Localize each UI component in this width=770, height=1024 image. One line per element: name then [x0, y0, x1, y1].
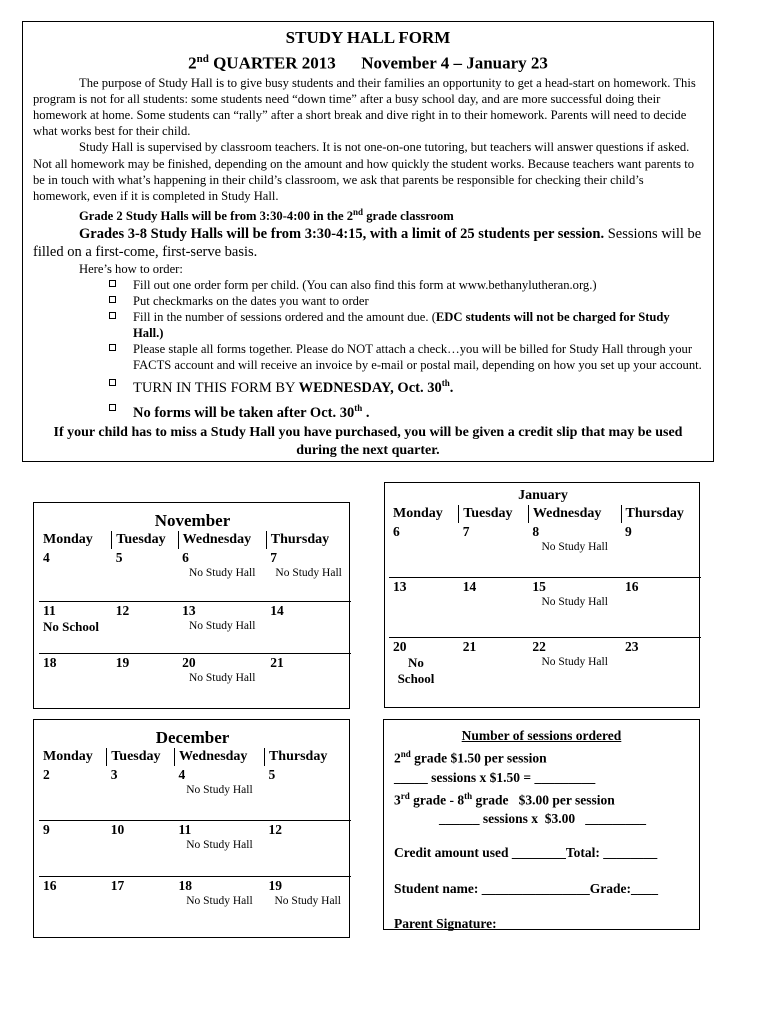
sessions-order-box — [383, 719, 700, 930]
item-text-end: . — [362, 404, 370, 421]
instructions-list — [33, 277, 703, 423]
date-number: 4 — [178, 767, 186, 782]
item-text: Fill in the number of sessions ordered and the amount due. ( — [133, 309, 436, 324]
december-calendar — [33, 719, 350, 938]
subtitle-text: QUARTER 2013 November 4 – January 23 — [208, 53, 548, 73]
date-number: 13 — [182, 602, 196, 618]
form-title: STUDY HALL FORM — [285, 28, 451, 47]
january-title: January — [518, 488, 568, 503]
checkbox-bullet-icon — [109, 280, 116, 287]
date-cell[interactable] — [112, 653, 178, 705]
date-number: 15 — [532, 578, 546, 594]
date-cell[interactable] — [264, 820, 351, 876]
table-row — [39, 820, 351, 876]
date-cell[interactable] — [621, 577, 701, 637]
date-number: 9 — [43, 821, 50, 837]
date-number: 6 — [182, 550, 189, 565]
date-number: 5 — [115, 550, 123, 565]
checkbox-bullet-icon — [109, 404, 116, 411]
checkbox-bullet-icon — [109, 296, 116, 303]
date-number: 22 — [532, 638, 546, 654]
january-calendar — [384, 482, 700, 708]
date-cell — [178, 601, 266, 653]
item-text-bold: EDC students will not be charged for Study Hall.) — [133, 309, 670, 340]
no-study-note: No Study Hall — [186, 838, 253, 851]
date-number: 11 — [43, 602, 56, 618]
date-cell[interactable] — [107, 820, 175, 876]
date-cell[interactable] — [112, 601, 178, 653]
table-row — [389, 523, 701, 577]
no-study-note: No Study Hall — [541, 595, 608, 608]
date-cell[interactable] — [459, 523, 529, 577]
november-table — [39, 531, 351, 705]
date-number: 6 — [393, 524, 400, 539]
grade38-price — [394, 787, 689, 810]
date-cell — [174, 766, 264, 820]
list-item — [109, 373, 703, 398]
date-cell[interactable] — [459, 637, 529, 695]
credit-note: If your child has to miss a Study Hall you have purchased, you will be given a credit slip that may be used during the next quarter. — [53, 425, 683, 459]
date-cell — [178, 653, 266, 705]
date-number: 16 — [43, 877, 57, 893]
day-header: Monday — [39, 531, 112, 549]
date-cell — [528, 523, 621, 577]
table-row — [39, 766, 351, 820]
date-cell[interactable] — [621, 523, 701, 577]
grade2-calc-field[interactable]: _____ sessions x $1.50 = _________ — [394, 769, 596, 785]
table-row — [39, 653, 351, 705]
date-number: 11 — [178, 821, 192, 837]
table-row — [39, 876, 351, 930]
no-study-note: No Study Hall — [188, 671, 256, 684]
date-cell — [174, 876, 264, 930]
date-number: 21 — [462, 638, 477, 654]
no-study-note: No Study Hall — [186, 784, 253, 796]
grades38-schedule — [33, 225, 703, 261]
date-cell — [174, 820, 264, 876]
date-cell — [266, 549, 351, 601]
no-school-note: No School — [43, 618, 99, 634]
student-name-field[interactable]: Student name: ________________Grade:____ — [394, 881, 658, 896]
grades38-rest: Sessions will be filled on a first-come, first-serve basis. — [33, 225, 702, 260]
list-item — [109, 309, 703, 341]
checkbox-bullet-icon — [109, 344, 116, 351]
grade-sup: rd — [400, 790, 410, 801]
day-header: Thursday — [268, 749, 328, 764]
grade-sup: th — [464, 790, 473, 801]
date-cell[interactable] — [621, 637, 701, 695]
purpose-paragraph: The purpose of Study Hall is to give busy students and their families an opportunity to get a head-start on homework. This program is not for all students: some students need “down time” after a busy school day, and are more successful doing their homework at home. Some students can “rally” after a short break and dive right in to their homework. Parents will need to decide what works best for their child. — [33, 75, 696, 139]
deadline-text: WEDNESDAY, Oct. 30 — [298, 379, 442, 396]
no-study-note: No Study Hall — [541, 655, 608, 668]
december-title: December — [155, 728, 230, 747]
grades38-bold: Grades 3-8 Study Halls will be from 3:30-4:15, with a limit of 25 students per session. — [79, 225, 605, 242]
grade2-text: Grade 2 Study Halls will be from 3:30-4:00 in the 2 — [79, 209, 354, 224]
day-header: Wednesday — [528, 505, 621, 523]
subtitle-sup: nd — [196, 53, 209, 65]
date-number: 2 — [43, 767, 50, 782]
date-cell — [389, 637, 459, 695]
date-cell[interactable] — [264, 766, 351, 820]
list-item — [109, 293, 703, 309]
day-header: Tuesday — [107, 748, 175, 766]
date-number: 17 — [110, 877, 125, 893]
item-sup: th — [354, 402, 363, 413]
grade-number: 3 — [394, 792, 401, 807]
grade-range: grade - 8 — [409, 792, 465, 807]
list-item — [109, 341, 703, 373]
date-cell[interactable] — [39, 549, 112, 601]
parent-signature-field[interactable]: Parent Signature: ________________________ — [394, 916, 662, 931]
list-item — [109, 277, 703, 293]
date-cell[interactable] — [107, 876, 175, 930]
date-number: 8 — [532, 524, 540, 539]
date-number: 12 — [268, 821, 282, 837]
no-study-note: No Study Hall — [274, 894, 341, 907]
price-text: grade $3.00 per session — [472, 792, 615, 807]
date-number: 7 — [270, 550, 278, 565]
date-cell — [178, 549, 266, 601]
subtitle-number: 2 — [188, 53, 197, 73]
instructions-box — [22, 21, 714, 462]
date-number: 7 — [462, 524, 470, 539]
table-row — [389, 577, 701, 637]
date-cell — [39, 601, 112, 653]
grade2-sup: nd — [353, 207, 364, 218]
day-header: Wednesday — [178, 531, 266, 549]
date-number: 13 — [393, 578, 407, 594]
date-number: 18 — [178, 877, 192, 893]
grade2-price — [394, 745, 689, 768]
november-calendar — [33, 502, 350, 709]
date-number: 10 — [110, 821, 125, 837]
form-subtitle — [33, 48, 703, 75]
date-number: 21 — [270, 654, 284, 670]
december-table — [39, 748, 351, 930]
grade2-text-end: grade classroom — [363, 209, 454, 224]
date-cell[interactable] — [39, 766, 107, 820]
day-header: Monday — [389, 505, 459, 523]
item-text: No forms will be taken after Oct. 30 — [133, 404, 355, 421]
date-cell — [528, 637, 621, 695]
date-number: 20 — [182, 654, 196, 670]
table-row — [389, 637, 701, 695]
checkbox-bullet-icon — [109, 312, 116, 319]
date-number: 19 — [115, 654, 130, 670]
no-study-note: No Study Hall — [186, 894, 253, 907]
grade-sup: nd — [400, 749, 411, 759]
item-text: TURN IN THIS FORM BY — [133, 379, 299, 396]
item-text: Put checkmarks on the dates you want to order — [133, 293, 369, 308]
date-number: 9 — [625, 524, 632, 539]
date-cell[interactable] — [107, 766, 175, 820]
supervision-paragraph: Study Hall is supervised by classroom teachers. It is not one-on-one tutoring, but teachers will answer questions if asked. Not all homework may be finished, depending on the amount and how quickly the student works. Because teachers want parents to be in touch with what’s happening in their child’s classroom, we ask that parents be responsible for checking their child’s homework, even if it is completed in Study Hall. — [33, 140, 695, 204]
date-number: 19 — [268, 877, 282, 893]
day-header: Wednesday — [174, 748, 264, 766]
january-table — [389, 505, 701, 695]
date-cell[interactable] — [266, 653, 351, 705]
table-row — [39, 549, 351, 601]
day-header: Tuesday — [459, 505, 529, 523]
day-header: Monday — [39, 748, 107, 766]
date-number: 18 — [43, 654, 57, 670]
date-cell — [528, 577, 621, 637]
date-cell[interactable] — [39, 653, 112, 705]
list-item — [109, 398, 703, 423]
date-number: 3 — [110, 767, 118, 782]
date-cell[interactable] — [266, 601, 351, 653]
day-header: Thursday — [625, 506, 684, 521]
date-number: 23 — [625, 638, 639, 654]
no-study-note: No Study Hall — [275, 567, 342, 579]
date-number: 16 — [625, 578, 639, 594]
credit-total-field[interactable]: Credit amount used ________Total: ________ — [394, 845, 658, 860]
item-text: Please staple all forms together. Please do NOT attach a check…you will be billed for Study Hall through your FACTS account and will receive an invoice by e-mail or postal mail, depending on how you set up your account. — [133, 341, 702, 372]
date-number: 4 — [43, 550, 50, 565]
price-text: grade $1.50 per session — [410, 750, 547, 766]
sessions-heading: Number of sessions ordered — [461, 728, 622, 743]
date-cell[interactable] — [389, 577, 459, 637]
date-number: 5 — [268, 767, 276, 782]
item-text: Fill out one order form per child. (You can also find this form at www.bethanylutheran.org.) — [133, 277, 597, 292]
no-school-note: No School — [397, 654, 435, 686]
date-cell — [264, 876, 351, 930]
deadline-sup: th — [441, 377, 450, 388]
no-study-note: No Study Hall — [188, 567, 256, 579]
grade38-calc-field[interactable]: ______ sessions x $3.00 _________ — [439, 811, 647, 826]
howto-heading: Here’s how to order: — [79, 261, 183, 276]
no-study-note: No Study Hall — [188, 619, 256, 632]
deadline-period: . — [449, 379, 454, 396]
date-number: 12 — [115, 602, 130, 618]
day-header: Tuesday — [112, 531, 178, 549]
november-title: November — [154, 511, 231, 530]
grade2-schedule — [79, 204, 703, 224]
date-number: 14 — [462, 578, 477, 594]
table-row — [39, 601, 351, 653]
grade-number: 2 — [394, 750, 401, 766]
no-study-note: No Study Hall — [541, 541, 608, 553]
date-cell[interactable] — [112, 549, 178, 601]
date-cell[interactable] — [39, 876, 107, 930]
date-cell[interactable] — [389, 523, 459, 577]
date-cell[interactable] — [459, 577, 529, 637]
date-number: 20 — [393, 638, 407, 654]
day-header: Thursday — [270, 532, 330, 547]
checkbox-bullet-icon — [109, 379, 116, 386]
date-cell[interactable] — [39, 820, 107, 876]
date-number: 14 — [270, 602, 284, 618]
